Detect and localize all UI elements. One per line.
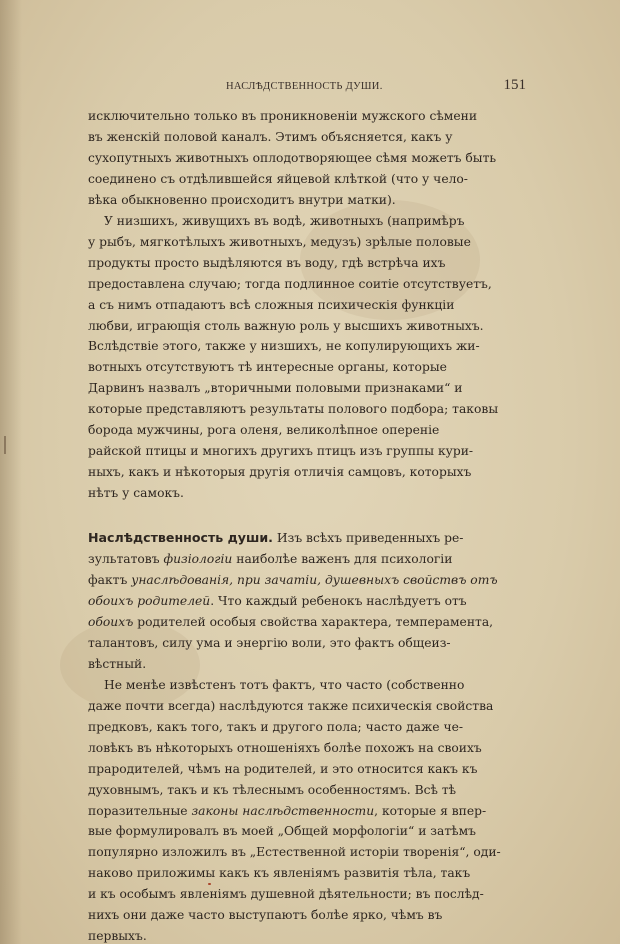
text-line: любви, играющія столь важную роль у высшихъ животныхъ. <box>88 318 484 333</box>
text-line: исключительно только въ проникновеніи мужского сѣмени <box>88 109 478 123</box>
text-line: предоставлена случаю; тогда подлинное соитіе отсутствуетъ, <box>88 276 492 291</box>
text-line: ловѣкъ въ нѣкоторыхъ отношеніяхъ болѣе похожъ на своихъ <box>88 740 482 755</box>
text-line: Не менѣе извѣстенъ тотъ фактъ, что часто (собственно <box>104 677 465 692</box>
text-line: продукты просто выдѣляются въ воду, гдѣ встрѣча ихъ <box>88 255 446 270</box>
text-fragment: Изъ всѣхъ приведенныхъ ре- <box>272 531 464 546</box>
text-line <box>88 612 530 633</box>
text-line: нихъ они даже часто выступаютъ болѣе ярко, чѣмъ въ <box>88 908 443 923</box>
text-line: соединено съ отдѣлившейся яйцевой клѣткой (что у чело- <box>88 171 468 186</box>
text-line: вѣка обыкновенно происходитъ внутри матки). <box>88 192 396 207</box>
text-line: райской птицы и многихъ другихъ птицъ изъ группы кури- <box>88 444 474 459</box>
text-fragment: наиболѣе важенъ для психологіи <box>232 552 453 567</box>
text-line: нѣтъ у самокъ. <box>88 486 184 501</box>
page-header <box>88 79 528 97</box>
paragraph-lower-animals <box>88 211 530 504</box>
text-line: популярно изложилъ въ „Естественной исторіи творенія“, оди- <box>88 845 501 860</box>
text-line: наково приложимы какъ къ явленіямъ развитія тѣла, такъ <box>88 866 471 881</box>
section-gap <box>88 504 530 528</box>
paragraph-continuation <box>88 106 530 211</box>
running-title: НАСЛѢДСТВЕННОСТЬ ДУШИ. <box>226 81 383 92</box>
text-line: ныхъ, какъ и нѣкоторыя другія отличія самцовъ, которыхъ <box>88 465 472 480</box>
text-line: первыхъ. <box>88 929 147 944</box>
text-line: вые формулировалъ въ моей „Общей морфологіи“ и затѣмъ <box>88 824 476 839</box>
text-line: Дарвинъ назвалъ „вторичными половыми признаками“ и <box>88 381 463 396</box>
text-fragment: родителей особыя свойства характера, темперамента, <box>133 614 494 629</box>
text-line: сухопутныхъ животныхъ оплодотворяющее сѣмя можетъ быть <box>88 150 497 165</box>
text-line: предковъ, какъ того, такъ и другого пола; часто даже че- <box>88 719 464 734</box>
text-line <box>88 570 530 591</box>
gutter-shadow <box>0 0 22 944</box>
text-line: Вслѣдствіе этого, также у низшихъ, не копулирующихъ жи- <box>88 339 480 354</box>
text-line <box>88 549 530 570</box>
text-line: вотныхъ отсутствуютъ тѣ интересные органы, которые <box>88 360 447 375</box>
italic-term: обоихъ <box>88 614 134 629</box>
text-line: прародителей, чѣмъ на родителей, и это относится какъ къ <box>88 761 478 776</box>
text-line: и къ особымъ явленіямъ душевной дѣятельности; въ послѣд- <box>88 887 484 902</box>
paragraph-ancestral-heredity <box>88 675 530 944</box>
text-line <box>88 528 530 549</box>
text-line: даже почти всегда) наслѣдуются также психическія свойства <box>88 698 494 713</box>
body-text <box>88 106 530 944</box>
ink-speck <box>208 883 211 885</box>
italic-term: унаслѣдованія, при зачатіи, душевныхъ свойствъ отъ <box>131 573 498 588</box>
text-line: у рыбъ, мягкотѣлыхъ животныхъ, медузъ) зрѣлые половые <box>88 234 471 249</box>
page-number: 151 <box>503 77 526 93</box>
text-line: духовнымъ, такъ и къ тѣлеснымъ особенностямъ. Всѣ тѣ <box>88 782 457 797</box>
italic-term: физіологіи <box>163 552 233 567</box>
text-line: а съ нимъ отпадаютъ всѣ сложныя психическія функціи <box>88 297 455 312</box>
text-line <box>88 591 530 612</box>
text-fragment: зультатовъ <box>88 552 164 567</box>
text-line <box>88 801 530 822</box>
text-line: борода мужчины, рога оленя, великолѣпное опереніе <box>88 423 440 438</box>
italic-term: обоихъ родителей <box>88 593 211 608</box>
text-line: талантовъ, силу ума и энергію воли, это фактъ общеиз- <box>88 635 451 650</box>
text-line: которые представляютъ результаты полового подбора; таковы <box>88 402 499 417</box>
margin-mark <box>4 436 6 454</box>
section-heading: Наслѣдственность души. <box>88 530 273 546</box>
paragraph-heredity-of-soul <box>88 528 530 675</box>
text-fragment: . Что каждый ребенокъ наслѣдуетъ отъ <box>210 593 467 608</box>
text-fragment: поразительные <box>88 803 192 818</box>
text-line: У низшихъ, живущихъ въ водѣ, животныхъ (напримѣръ <box>104 213 465 228</box>
italic-term: законы наслѣдственности <box>191 803 375 818</box>
text-fragment: , которые я впер- <box>374 803 487 818</box>
text-line: вѣстный. <box>88 656 147 671</box>
text-line: въ женскій половой каналъ. Этимъ объясняется, какъ у <box>88 129 453 144</box>
text-fragment: фактъ <box>88 573 132 588</box>
